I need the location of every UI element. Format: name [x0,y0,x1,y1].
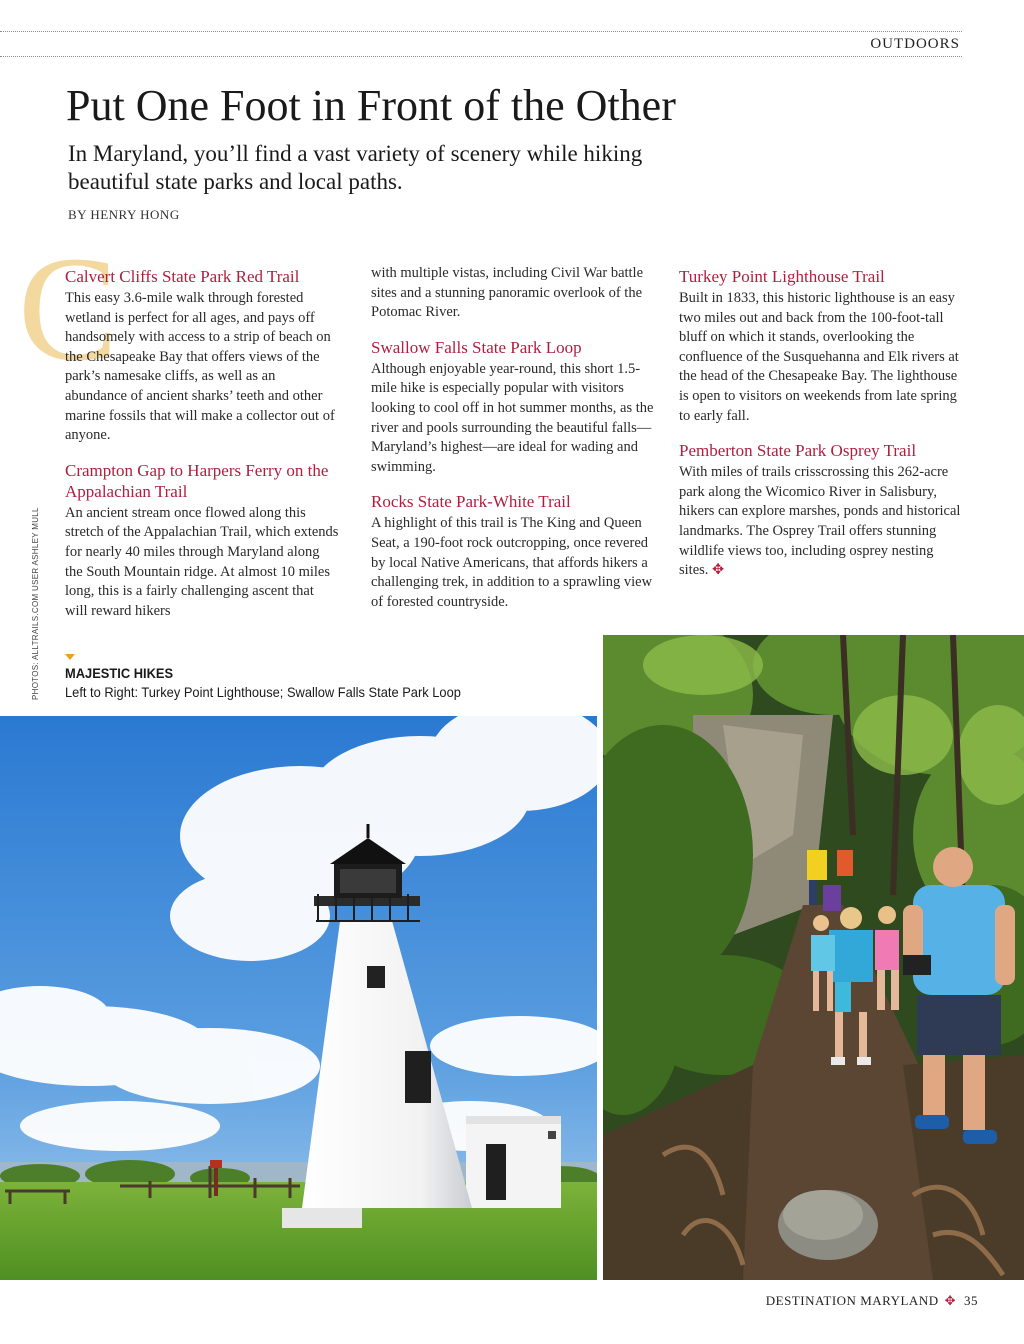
section-heading-calvert-cliffs: Calvert Cliffs State Park Red Trail [65,267,300,286]
page-number: 35 [964,1293,978,1308]
byline: BY HENRY HONG [68,207,180,222]
section-heading-turkey-point: Turkey Point Lighthouse Trail [679,267,885,286]
photo-credit: PHOTOS: ALLTRAILS.COM USER ASHLEY MULL [31,507,40,700]
section-heading-swallow-falls: Swallow Falls State Park Loop [371,337,582,357]
end-mark-icon: ✥ [712,562,725,579]
section-body-swallow-falls: Although enjoyable year-round, this short 1.5-mile hike is especially popular with visitors looking to cool off in hot summer months, as the river and pools surrounding the beautiful falls—Maryland’s highest—are ideal for wading and swimming. [371,360,654,475]
section-body-crampton-gap-continued: with multiple vistas, including Civil War battle sites and a stunning panoramic overlook of the Potomac River. [371,265,644,321]
header-rule-bottom [0,56,962,57]
page-footer [766,1293,978,1309]
section-body-calvert-cliffs: This easy 3.6-mile walk through forested wetland is perfect for all ages, and pays off handsomely with access to a strip of beach on the Chesapeake Bay that offers views of the park’s namesake cliffs, as well as an abundance of ancient sharks’ teeth and other marine fossils that will make a collector out of anyone. [65,290,335,444]
section-body-turkey-point: Built in 1833, this historic lighthouse is an easy two miles out and back from the 100-foot-tall bluff on which it stands, overlooking the confluence of the Susquehanna and Elk rivers at the head of the Chesapeake Bay. The lighthouse is open to visitors on weekends from late spring to early fall. [679,290,959,424]
section-body-rocks-state-park: A highlight of this trail is The King and Queen Seat, a 190-foot rock outcropping, once revered by local Native Americans, that affords hikers a challenging trek, in addition to a sprawling view of forested countryside. [371,515,653,610]
column-1 [65,266,340,635]
caption-arrow-icon [65,654,75,660]
header-rule-top [0,31,962,32]
section-label: OUTDOORS [870,36,960,52]
section-heading-crampton-gap: Crampton Gap to Harpers Ferry on the Appalachian Trail [65,460,329,501]
section-heading-rocks-state-park: Rocks State Park-White Trail [371,492,571,512]
section-body-crampton-gap: An ancient stream once flowed along this stretch of the Appalachian Trail, which extends for nearly 40 miles through Maryland along the South Mountain ridge. At almost 10 miles long, this is a fairly challenging ascent that will reward hikers [65,504,339,619]
section-body-pemberton: With miles of trails crisscrossing this 262-acre park along the Wicomico River in Salisbury, hikers can explore marshes, ponds and historical landmarks. The Osprey Trail offers stunning wildlife views too, including osprey nesting sites. [679,464,961,579]
hiking-trail-photo [603,635,1024,1280]
caption-title: MAJESTIC HIKES [65,665,174,681]
column-3 [679,266,962,595]
section-heading-pemberton: Pemberton State Park Osprey Trail [679,441,917,461]
footer-publication: DESTINATION MARYLAND [765,1293,939,1308]
section-body-pemberton-wrap [679,463,962,581]
caption-text: Left to Right: Turkey Point Lighthouse; Swallow Falls State Park Loop [65,684,461,700]
article-title: Put One Foot in Front of the Other [66,81,676,130]
article-dek: In Maryland, you’ll find a vast variety of scenery while hiking beautiful state parks and local paths. [68,141,643,194]
drop-cap: C [18,226,119,392]
column-2 [371,264,654,626]
footer-ornament-icon: ✥ [944,1293,956,1308]
lighthouse-photo [0,716,597,1280]
